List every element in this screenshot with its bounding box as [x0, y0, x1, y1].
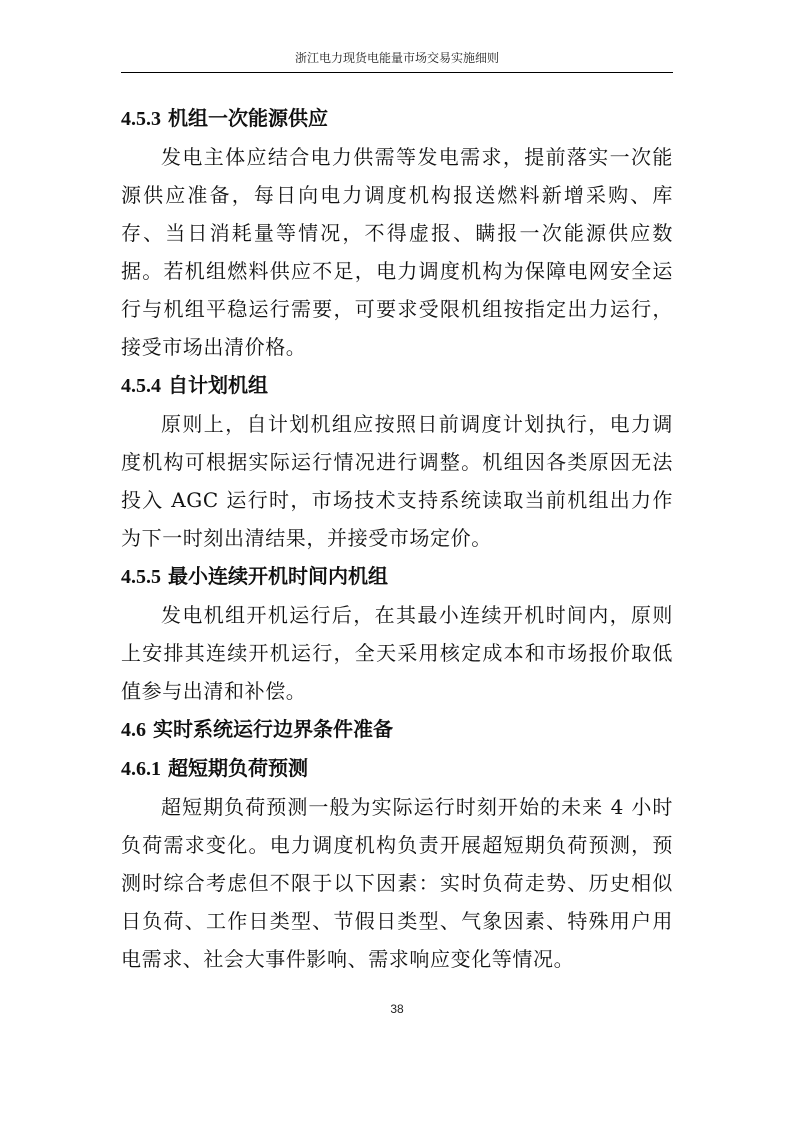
section-heading-4-5-3 — [121, 99, 673, 138]
section-heading-4-6-1 — [121, 749, 673, 788]
running-header: 浙江电力现货电能量市场交易实施细则 — [294, 51, 499, 65]
section-title: 机组一次能源供应 — [167, 106, 328, 130]
section-title: 自计划机组 — [167, 373, 268, 397]
header-divider — [121, 72, 673, 73]
section-title: 最小连续开机时间内机组 — [167, 564, 388, 588]
section-paragraph: 发电机组开机运行后，在其最小连续开机时间内，原则上安排其连续开机运行，全天采用核定成本和市场报价取低值参与出清和补偿。 — [121, 603, 673, 703]
section-heading-4-5-4 — [121, 366, 673, 405]
section-number: 4.5.3 — [121, 108, 161, 130]
section-heading-4-5-5 — [121, 557, 673, 596]
section-paragraph: 发电主体应结合电力供需等发电需求，提前落实一次能源供应准备，每日向电力调度机构报送燃料新增采购、库存、当日消耗量等情况，不得虚报、瞒报一次能源供应数据。若机组燃料供应不足，电力调度机构为保障电网安全运行与机组平稳运行需要，可要求受限机组按指定出力运行，接受市场出清价格。 — [121, 145, 673, 359]
section-number: 4.5.5 — [121, 566, 161, 588]
page-number: 38 — [390, 1002, 404, 1016]
section-paragraph: 原则上，自计划机组应按照日前调度计划执行，电力调度机构可根据实际运行情况进行调整。机组因各类原因无法投入 AGC 运行时，市场技术支持系统读取当前机组出力作为下一时刻出清结果，并接受市场定价。 — [121, 412, 673, 550]
section-paragraph: 超短期负荷预测一般为实际运行时刻开始的未来 4 小时负荷需求变化。电力调度机构负责开展超短期负荷预测，预测时综合考虑但不限于以下因素：实时负荷走势、历史相似日负荷、工作日类型、节假日类型、气象因素、特殊用户用电需求、社会大事件影响、需求响应变化等情况。 — [121, 795, 673, 971]
section-title: 超短期负荷预测 — [167, 756, 308, 780]
section-number: 4.6.1 — [121, 758, 161, 780]
document-body — [121, 99, 673, 978]
section-number: 4.6 — [121, 719, 146, 741]
section-number: 4.5.4 — [121, 375, 161, 397]
section-heading-4-6 — [121, 710, 673, 749]
section-title: 实时系统运行边界条件准备 — [152, 717, 393, 741]
